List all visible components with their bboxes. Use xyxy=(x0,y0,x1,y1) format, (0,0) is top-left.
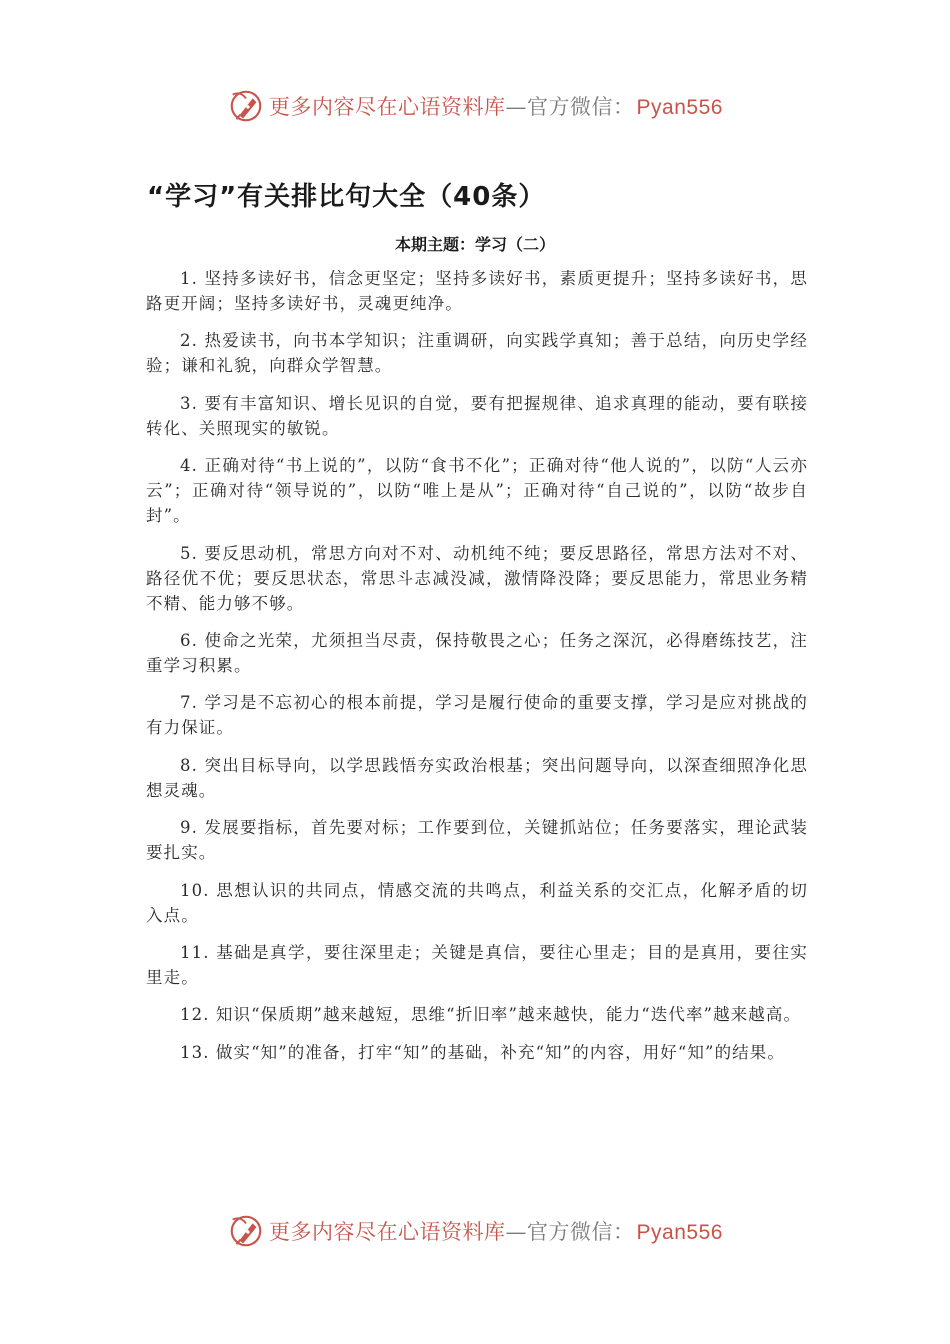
list-item: 9. 发展要指标，首先要对标；工作要到位，关键抓站位；任务要落实，理论武装要扎实。 xyxy=(146,818,808,863)
list-item: 7. 学习是不忘初心的根本前提，学习是履行使命的重要支撑，学习是应对挑战的有力保证。 xyxy=(146,693,808,738)
list-item: 5. 要反思动机，常思方向对不对、动机纯不纯；要反思路径，常思方法对不对、路径优不优；要反思状态，常思斗志减没减，激情降没降；要反思能力，常思业务精不精、能力够不够。 xyxy=(146,543,808,613)
list-item: 1. 坚持多读好书，信念更坚定；坚持多读好书，素质更提升；坚持多读好书，思路更开阔；坚持多读好书，灵魂更纯净。 xyxy=(146,269,808,313)
banner-library-text: 更多内容尽在心语资料库 xyxy=(269,1220,506,1244)
document-subtitle: 本期主题：学习（二） xyxy=(394,235,555,254)
pen-nib-logo-icon xyxy=(227,87,265,125)
list-item: 10. 思想认识的共同点，情感交流的共鸣点，利益关系的交汇点，化解矛盾的切入点。 xyxy=(146,880,808,925)
document-title: “学习”有关排比句大全（40条） xyxy=(147,182,546,212)
list-item: 11. 基础是真学，要往深里走；关键是真信，要往心里走；目的是真用，要往实里走。 xyxy=(146,942,808,987)
header-banner xyxy=(0,84,950,128)
list-item: 8. 突出目标导向，以学思践悟夯实政治根基；突出问题导向，以深查细照净化思想灵魂。 xyxy=(146,755,808,800)
list-item: 4. 正确对待“书上说的”，以防“食书不化”；正确对待“他人说的”，以防“人云亦云”；正确对待“领导说的”，以防“唯上是从”；正确对待“自己说的”，以防“故步自封”。 xyxy=(146,456,808,526)
list-item: 13. 做实“知”的准备，打牢“知”的基础，补充“知”的内容，用好“知”的结果。 xyxy=(180,1042,785,1062)
list-item: 6. 使命之光荣，尤须担当尽责，保持敬畏之心；任务之深沉，必得磨练技艺，注重学习积累。 xyxy=(146,630,808,675)
footer-banner xyxy=(0,1209,950,1253)
list-item: 3. 要有丰富知识、增长见识的自觉，要有把握规律、追求真理的能动，要有联接转化、关照现实的敏锐。 xyxy=(146,393,808,438)
document-body xyxy=(146,266,808,1077)
banner-wechat-handle: Pyan556 xyxy=(636,1221,723,1244)
banner-library-text: 更多内容尽在心语资料库 xyxy=(269,95,506,119)
banner-wechat-label: —官方微信： xyxy=(505,95,635,119)
banner-wechat-label: —官方微信： xyxy=(505,1220,635,1244)
banner-wechat-handle: Pyan556 xyxy=(636,96,723,119)
pen-nib-logo-icon xyxy=(227,1212,265,1250)
list-item: 2. 热爱读书，向书本学知识；注重调研，向实践学真知；善于总结，向历史学经验；谦和礼貌，向群众学智慧。 xyxy=(146,331,808,376)
list-item: 12. 知识“保质期”越来越短，思维“折旧率”越来越快，能力“迭代率”越来越高。 xyxy=(180,1005,802,1025)
